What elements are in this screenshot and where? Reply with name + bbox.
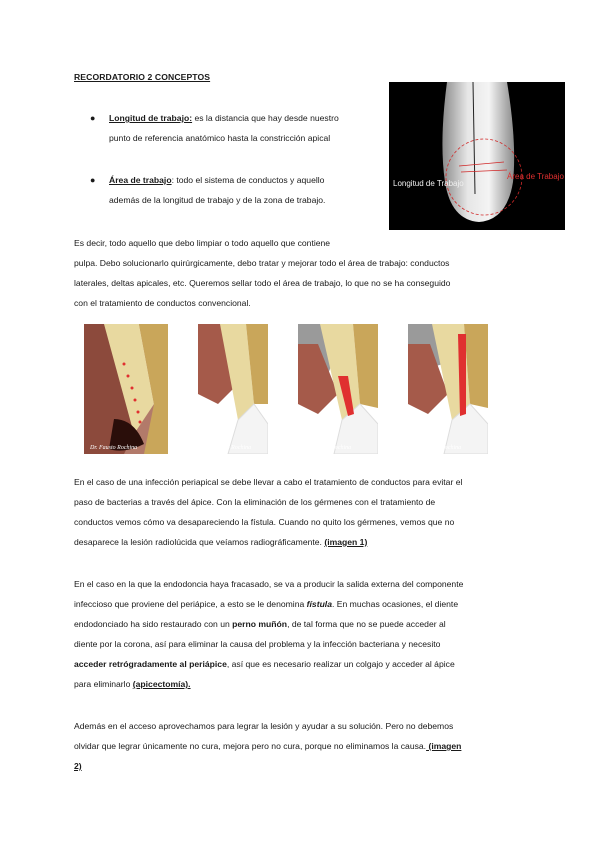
paragraph-text: para eliminarlo (74, 679, 133, 689)
paragraph-1-line1: Es decir, todo aquello que debo limpiar o todo aquello que contiene (74, 238, 331, 248)
image-2-reference-cont: 2) (74, 761, 82, 771)
paragraph-line: En el caso en la que la endodoncia haya fracasado, se va a producir la salida externa del componente (74, 579, 464, 589)
figure-1 (84, 324, 168, 454)
paragraph-line: con el tratamiento de conductos convencional. (74, 298, 251, 308)
paragraph-line: En el caso de una infección periapical se debe llevar a cabo el tratamiento de conductos para evitar el (74, 477, 463, 487)
figure-watermark: Dr. Fausto Rochina (414, 445, 462, 451)
label-working-length: Longitud de Trabajo (393, 179, 464, 188)
tooth-diagram-image (389, 82, 565, 230)
bullet-text: además de la longitud de trabajo y de la zona de trabajo. (109, 195, 326, 205)
paragraph-text: . En muchas ocasiones, el diente (331, 599, 459, 609)
paragraph-1-rest (74, 253, 528, 313)
figure-2 (198, 324, 268, 454)
image-1-reference: (imagen 1) (324, 537, 368, 547)
bullet-working-area (109, 170, 381, 210)
paragraph-line: diente por la corona, así para eliminar la causa del problema y la infección bacteriana y necesito (74, 639, 441, 649)
term-perno-munon: perno muñón (232, 619, 288, 629)
tooth-diagram-svg (389, 82, 565, 230)
term-working-area: Área de trabajo (109, 175, 172, 185)
paragraph-4 (74, 716, 528, 776)
paragraph-text: infeccioso que proviene del periápice, a esto se le denomina (74, 599, 307, 609)
paragraph-2 (74, 472, 528, 552)
bullet-working-length (109, 108, 381, 148)
image-2-reference: (imagen (426, 741, 462, 751)
bullet-dot: ● (90, 113, 96, 123)
figure-2-svg (198, 324, 268, 454)
paragraph-text: , así que es necesario realizar un colgajo y acceder al ápice (226, 659, 455, 669)
paragraph-line: conductos vemos cómo va desapareciendo la fístula. Cuando no quito los gérmenes, vemos que no (74, 517, 455, 527)
paragraph-text: , de tal forma que no se puede acceder al (287, 619, 446, 629)
bullet-dot: ● (90, 175, 96, 185)
bullet-text: : todo el sistema de conductos y aquello (171, 175, 325, 185)
figure-3 (298, 324, 378, 454)
figure-watermark: Dr. Fausto Rochina (90, 445, 138, 451)
label-working-area: Área de Trabajo (507, 172, 564, 181)
term-working-length: Longitud de trabajo: (109, 113, 193, 123)
paragraph-line: laterales, deltas apicales, etc. Queremos sellar todo el área de trabajo, lo que no se ha conseguido (74, 278, 451, 288)
bullet-text: es la distancia que hay desde nuestro (192, 113, 339, 123)
paragraph-line: pulpa. Debo solucionarlo quirúrgicamente, debo tratar y mejorar todo el área de trabajo: conductos (74, 258, 450, 268)
paragraph-line: desaparece la lesión radiolúcida que veíamos radiográficamente. (74, 537, 325, 547)
figure-watermark: Dr. Fausto Rochina (204, 445, 252, 451)
paragraph-text: endodonciado ha sido restaurado con un (74, 619, 233, 629)
figure-1-svg (84, 324, 168, 454)
page-heading: RECORDATORIO 2 CONCEPTOS (74, 72, 211, 82)
paragraph-3 (74, 574, 528, 694)
figure-watermark: Dr. Fausto Rochina (304, 445, 352, 451)
bullet-text: punto de referencia anatómico hasta la constricción apical (109, 133, 331, 143)
figure-4-svg (408, 324, 488, 454)
term-retrograde-access: acceder retrógradamente al periápice (74, 659, 227, 669)
tooth-root-shape (442, 82, 514, 222)
paragraph-text: olvidar que legrar únicamente no cura, mejora pero no cura, porque no eliminamos la causa. (74, 741, 427, 751)
paragraph-line: Además en el acceso aprovechamos para legrar la lesión y ayudar a su solución. Pero no debemos (74, 721, 454, 731)
figure-4 (408, 324, 488, 454)
term-fistula: fístula (306, 599, 332, 609)
paragraph-line: paso de bacterias a través del ápice. Con la eliminación de los gérmenes con el tratamiento de (74, 497, 436, 507)
apicectomia-reference: (apicectomía). (132, 679, 191, 689)
figure-3-svg (298, 324, 378, 454)
